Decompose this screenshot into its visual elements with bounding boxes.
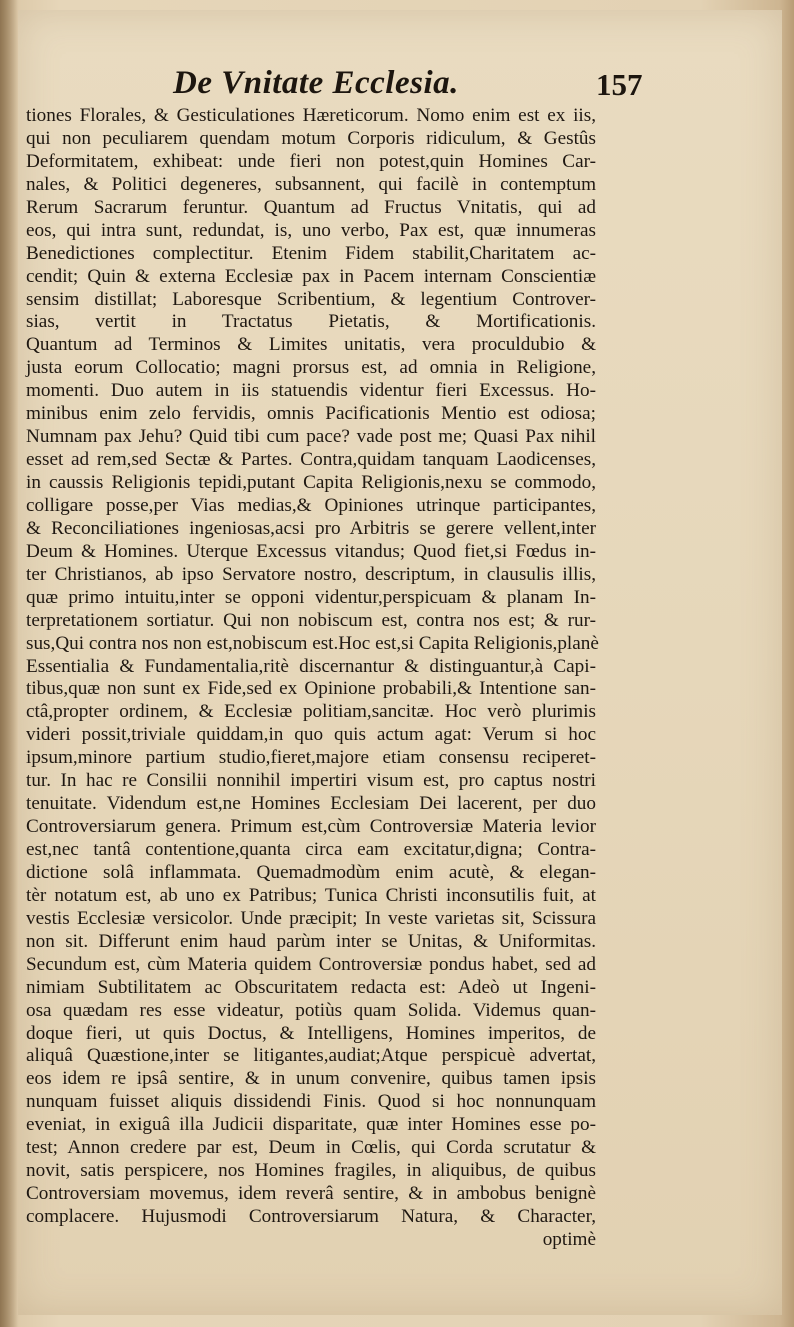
- text-line: eos idem re ipsâ sentire, & in unum convenire, quibus tamen ipsis: [26, 1068, 596, 1090]
- text-line: Controversiam movemus, idem reverâ sentire, & in ambobus benignè: [26, 1183, 596, 1205]
- text-line: Rerum Sacrarum feruntur. Quantum ad Fructus Vnitatis, qui ad: [26, 196, 596, 218]
- text-line: novit, satis perspicere, nos Homines fragiles, in aliquibus, de quibus: [26, 1160, 596, 1182]
- text-line: Numnam pax Jehu? Quid tibi cum pace? vade post me; Quasi Pax nihil: [26, 426, 596, 448]
- text-line: ctâ,propter ordinem, & Ecclesiæ politiam,sancitæ. Hoc verò plurimis: [26, 701, 596, 723]
- text-line: Essentialia & Fundamentalia,ritè discernantur & distinguantur,à Capi-: [26, 655, 596, 677]
- text-line: Controversiarum genera. Primum est,cùm Controversiæ Materia levior: [26, 816, 596, 838]
- text-line: Benedictiones complectitur. Etenim Fidem stabilit,Charitatem ac-: [26, 242, 596, 264]
- text-line: complacere. Hujusmodi Controversiarum Natura, & Character,: [26, 1206, 596, 1227]
- text-line: eos, qui intra sunt, redundat, is, uno verbo, Pax est, quæ innumeras: [26, 219, 596, 241]
- text-line: eveniat, in exiguâ illa Judicii disparitate, quæ inter Homines esse po-: [26, 1114, 596, 1136]
- text-line: minibus enim zelo fervidis, omnis Pacificationis Mentio est odiosa;: [26, 403, 596, 425]
- text-line: test; Annon credere par est, Deum in Cœlis, qui Corda scrutatur &: [26, 1137, 596, 1159]
- text-line: Quantum ad Terminos & Limites unitatis, vera proculdubio &: [26, 334, 596, 356]
- text-line: non sit. Differunt enim haud parùm inter se Unitas, & Uniformitas.: [26, 930, 596, 952]
- text-line: sensim distillat; Laboresque Scribentium, & legentium Controver-: [26, 288, 596, 310]
- text-line: nunquam fuisset aliquis dissidendi Finis. Quod si hoc nonnunquam: [26, 1091, 596, 1113]
- text-line: osa quædam res esse videatur, potiùs quam Solida. Videmus quan-: [26, 999, 596, 1021]
- text-line: esset ad rem,sed Sectæ & Partes. Contra,quidam tanquam Laodicenses,: [26, 449, 596, 471]
- text-line: Secundum est, cùm Materia quidem Controversiæ pondus habet, sed ad: [26, 953, 596, 975]
- text-line: momenti. Duo autem in iis statuendis videntur fieri Excessus. Ho-: [26, 380, 596, 402]
- text-line: tur. In hac re Consilii nonnihil impertiri visum est, pro captus nostri: [26, 770, 596, 792]
- text-line: sus,Qui contra nos non est,nobiscum est.Hoc est,si Capita Religionis,planè: [26, 632, 599, 654]
- text-line: doque fieri, ut quis Doctus, & Intelligens, Homines imperitos, de: [26, 1022, 596, 1044]
- text-line: optimè: [542, 1228, 596, 1250]
- text-line: nales, & Politici degeneres, subsannent, qui facilè in contemptum: [26, 173, 596, 195]
- text-line: tèr notatum est, ab uno ex Patribus; Tunica Christi inconsutilis fuit, at: [26, 884, 596, 906]
- text-line: sias, vertit in Tractatus Pietatis, & Mortificationis.: [26, 311, 596, 333]
- text-line: tibus,quæ non sunt ex Fide,sed ex Opinione probabili,& Intentione san-: [26, 678, 596, 700]
- text-line: ipsum,minore partium studio,fieret,majore etiam consensu reciperet-: [26, 747, 596, 769]
- page-number: 157: [596, 67, 643, 102]
- text-line: nimiam Subtilitatem ac Obscuritatem redacta est: Adeò ut Ingeni-: [26, 976, 596, 998]
- running-title: De Vnitate Ecclesia.: [173, 65, 459, 101]
- text-line: justa eorum Collocatio; magni prorsus est, ad omnia in Religione,: [26, 357, 596, 379]
- text-line: tiones Florales, & Gesticulationes Hæreticorum. Nomo enim est ex iis,: [26, 105, 596, 126]
- text-line: cendit; Quin & externa Ecclesiæ pax in Pacem internam Conscientiæ: [26, 265, 596, 287]
- text-line: qui non peculiarem quendam motum Corporis ridiculum, & Gestûs: [26, 127, 596, 149]
- book-spine-shadow: [0, 0, 18, 1327]
- text-line: ter Christianos, ab ipso Servatore nostro, descriptum, in clausulis illis,: [26, 563, 596, 585]
- text-line: Deum & Homines. Uterque Excessus vitandus; Quod fiet,si Fœdus in-: [26, 540, 596, 562]
- text-line: Deformitatem, exhibeat: unde fieri non potest,quin Homines Car-: [26, 150, 596, 172]
- text-line: in caussis Religionis tepidi,putant Capita Religionis,nexu se commodo,: [26, 472, 596, 493]
- text-line: aliquâ Quæstione,inter se litigantes,audiat;Atque perspicuè advertat,: [26, 1045, 596, 1067]
- book-page: [18, 10, 782, 1315]
- text-line: vestis Ecclesiæ versicolor. Unde præcipit; In veste varietas sit, Scissura: [26, 907, 596, 929]
- text-line: & Reconciliationes ingeniosas,acsi pro Arbitris se gerere vellent,inter: [26, 517, 596, 539]
- text-line: quæ primo intuitu,inter se opponi videntur,perspicuam & planam In-: [26, 586, 596, 608]
- text-line: terpretationem sortiatur. Qui non nobiscum est, contra nos est; & rur-: [26, 609, 596, 631]
- text-line: dictione solâ inflammata. Quemadmodùm enim acutè, & elegan-: [26, 861, 596, 883]
- text-line: videri possit,triviale quiddam,in quo quis actum agat: Verum si hoc: [26, 724, 596, 746]
- text-line: est,nec tantâ contentione,quanta circa eam excitatur,digna; Contra-: [26, 839, 596, 860]
- text-line: tenuitate. Videndum est,ne Homines Ecclesiam Dei lacerent, per duo: [26, 793, 596, 815]
- body-text: [26, 105, 599, 1252]
- text-line: colligare posse,per Vias medias,& Opiniones utrinque participantes,: [26, 494, 596, 516]
